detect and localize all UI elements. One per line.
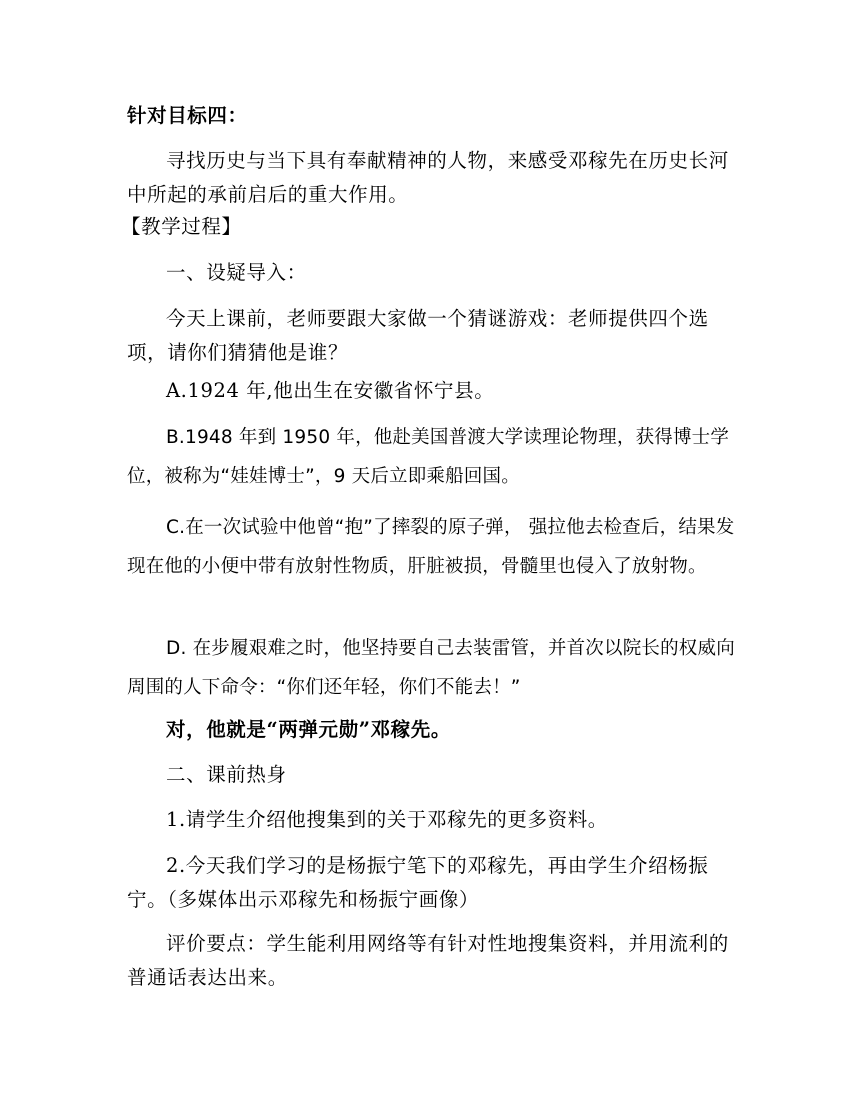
process-heading: 【教学过程】: [121, 215, 242, 238]
option-b: B.1948 年到 1950 年，他赴美国普渡大学读理论物理，获得博士学位，被称为“娃娃博士”，9 天后立即乘船回国。: [127, 427, 730, 487]
section2-title: 二、课前热身: [166, 763, 287, 786]
answer-line: 对，他就是“两弹元勋”邓稼先。: [166, 718, 451, 741]
option-c: C.在一次试验中他曾“抱”了摔裂的原子弹， 强拉他去检查后，结果发现在他的小便中带有放射性物质，肝脏被损，骨髓里也侵入了放射物。: [127, 517, 735, 577]
intro-paragraph: 今天上课前，老师要跟大家做一个猜谜游戏：老师提供四个选项，请你们猜猜他是谁？: [127, 307, 709, 364]
section1-title: 一、设疑导入：: [166, 261, 307, 284]
goal4-heading: 针对目标四：: [127, 104, 248, 127]
warmup-item-1: 1.请学生介绍他搜集到的关于邓稼先的更多资料。: [166, 808, 608, 831]
evaluation-paragraph: 评价要点：学生能利用网络等有针对性地搜集资料，并用流利的普通话表达出来。: [127, 932, 729, 989]
option-d: D. 在步履艰难之时，他坚持要自己去装雷管，并首次以院长的权威向周围的人下命令：“你们还年轻，你们不能去！”: [127, 638, 735, 698]
option-a: A.1924 年,他出生在安徽省怀宁县。: [166, 379, 495, 402]
warmup-item-2: 2.今天我们学习的是杨振宁笔下的邓稼先，再由学生介绍杨振宁。（多媒体出示邓稼先和杨振宁画像）: [127, 854, 709, 911]
goal4-paragraph: 寻找历史与当下具有奉献精神的人物，来感受邓稼先在历史长河中所起的承前启后的重大作用。: [127, 149, 729, 206]
